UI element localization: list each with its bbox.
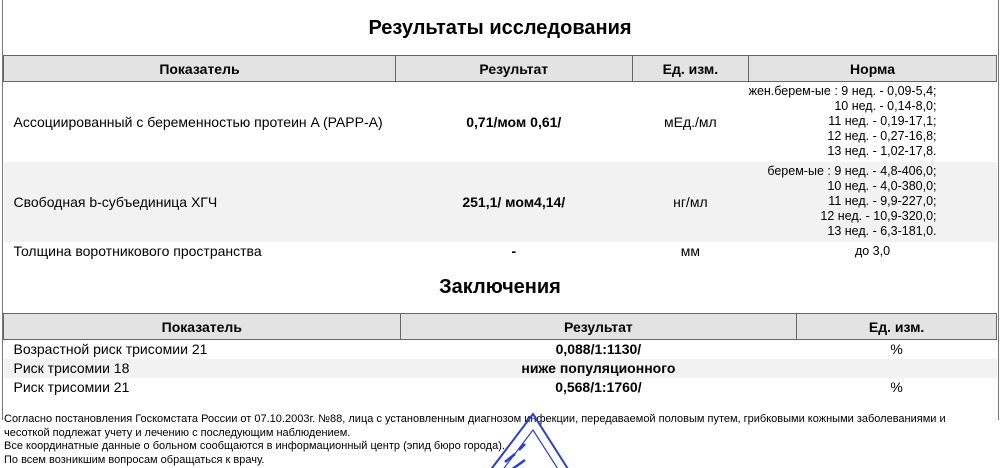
conclusions-table <box>3 313 997 397</box>
results-table <box>3 55 997 261</box>
unit-value: % <box>890 341 903 358</box>
norm-value: до 3,0 <box>854 243 891 258</box>
result-value: ниже популяционного <box>400 359 797 378</box>
unit-value <box>797 359 997 378</box>
table-row <box>4 378 997 397</box>
table-row <box>4 242 997 261</box>
footer-line: Все координатные данные о больном сообщаются в информационный центр (эпид бюро города). <box>4 440 505 452</box>
conclusions-header-row <box>4 314 997 340</box>
indicator-name: Ассоциированный с беременностью протеин A (PAPP-A) <box>13 113 383 130</box>
results-header-row <box>4 56 997 82</box>
table-row <box>4 340 997 359</box>
table-row <box>4 162 997 242</box>
indicator-name: Риск трисомии 21 <box>13 379 130 395</box>
norm-value <box>749 82 997 162</box>
col-header-result: Результат <box>395 56 632 82</box>
norm-line: 12 нед. - 10,9-320,0; <box>820 209 937 223</box>
result-value: 0,568/1:1760/ <box>555 379 642 395</box>
norm-value <box>749 162 997 242</box>
norm-line: 10 нед. - 4,0-380,0; <box>827 179 937 193</box>
col-header-indicator: Показатель <box>4 56 396 82</box>
unit-value: мм <box>680 243 700 259</box>
conclusions-title: Заключения <box>439 276 561 298</box>
footer-line: чесоткой подлежат учету и лечению с последующим наблюдением. <box>4 426 351 439</box>
page-border-right <box>998 0 999 420</box>
col-header-unit: Ед. изм. <box>797 314 997 340</box>
result-value: 0,71/мом 0,61/ <box>466 113 562 130</box>
col-header-unit: Ед. изм. <box>632 56 748 82</box>
indicator-name: Риск трисомии 18 <box>4 359 401 378</box>
norm-line: 13 нед. - 1,02-17,8. <box>827 144 937 159</box>
norm-line: берем-ые : 9 нед. - 4,8-406,0; <box>767 164 937 178</box>
results-title: Результаты исследования <box>368 17 632 39</box>
col-header-indicator: Показатель <box>4 314 401 340</box>
unit-value: % <box>890 379 903 395</box>
norm-line: 10 нед. - 0,14-8,0; <box>834 99 937 114</box>
footer-line: По всем возникшим вопросам обращаться к врачу. <box>4 453 265 466</box>
unit-value: нг/мл <box>632 162 748 242</box>
table-row <box>4 359 997 378</box>
indicator-name: Возрастной риск трисомии 21 <box>13 341 208 358</box>
norm-line: 12 нед. - 0,27-16,8; <box>827 129 937 144</box>
norm-line: 11 нед. - 0,19-17,1; <box>828 114 937 129</box>
result-value: 251,1/ мом4,14/ <box>395 162 632 242</box>
norm-line: 13 нед. - 6,3-181,0. <box>827 224 937 238</box>
col-header-norm: Норма <box>749 56 997 82</box>
norm-line: жен.берем-ые : 9 нед. - 0,09-5,4; <box>748 84 937 99</box>
result-value: 0,088/1:1130/ <box>555 341 642 358</box>
norm-line: 11 нед. - 9,9-227,0; <box>828 194 937 208</box>
col-header-result: Результат <box>400 314 797 340</box>
official-stamp <box>475 410 585 468</box>
indicator-name: Свободная b-субъединица ХГЧ <box>4 162 396 242</box>
result-value: - <box>511 243 517 259</box>
indicator-name: Толщина воротникового пространства <box>13 243 262 259</box>
footer-line: Согласно постановления Госкомстата России от 07.10.2003г. №88, лица с установленным диагнозом инфекции, передаваемой половым путем, грибковыми кожными заболеваниями и <box>4 413 946 425</box>
stamp-edge <box>483 414 575 468</box>
table-row <box>4 82 997 162</box>
unit-value: мЕд./мл <box>664 113 717 130</box>
